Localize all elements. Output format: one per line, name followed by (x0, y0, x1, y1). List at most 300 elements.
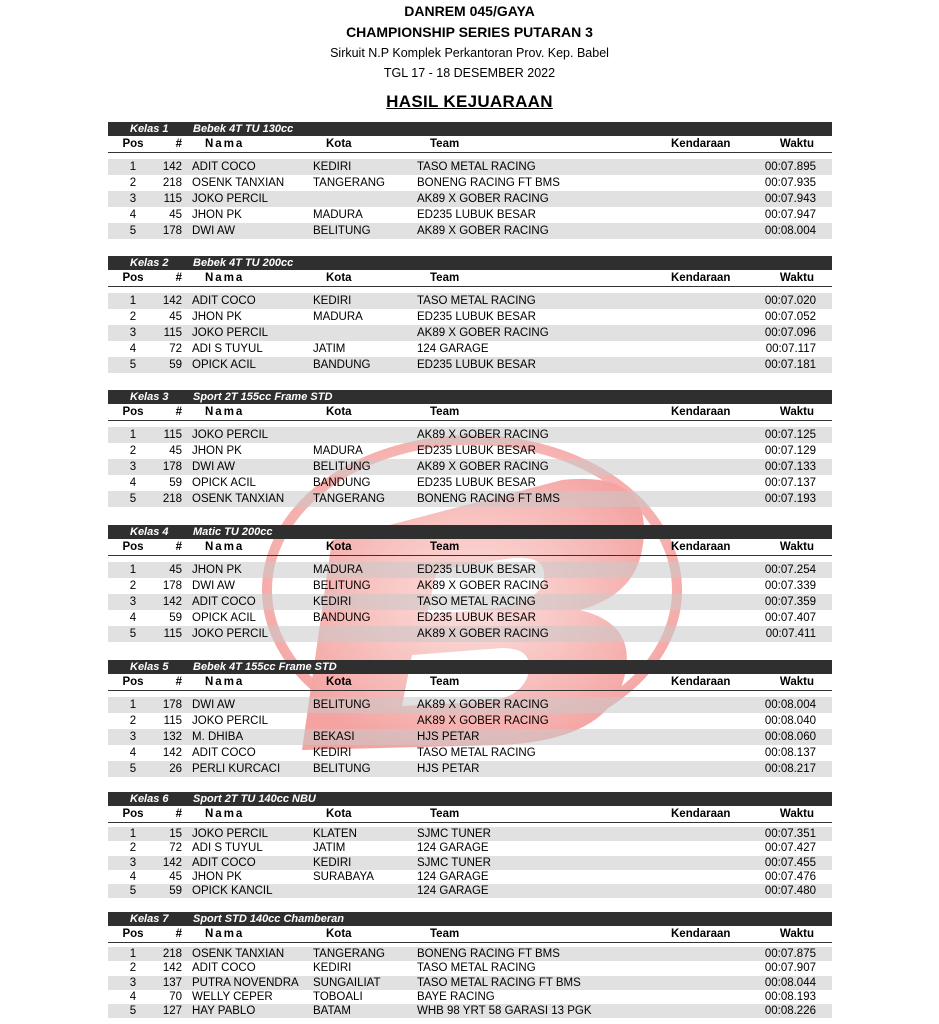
cell-waktu: 00:07.129 (764, 445, 816, 457)
column-header-row (108, 806, 832, 823)
class-number: Kelas 7 (130, 913, 169, 925)
cell-pos: 5 (129, 1005, 137, 1018)
cell-kota: SURABAYA (313, 870, 374, 883)
cell-num: 178 (162, 461, 182, 473)
class-header-bar (108, 525, 832, 539)
cell-pos: 2 (129, 177, 137, 189)
cell-nama: HAY PABLO (192, 1005, 256, 1018)
cell-nama: JOKO PERCIL (192, 327, 269, 339)
cell-pos: 4 (129, 612, 137, 624)
cell-pos: 1 (129, 828, 137, 840)
cell-num: 45 (169, 564, 182, 576)
column-header-nama: Nama (205, 138, 245, 150)
cell-kota: BELITUNG (313, 763, 371, 775)
cell-waktu: 00:07.052 (764, 311, 816, 323)
column-header-kendaraan: Kendaraan (671, 406, 731, 418)
column-header-pos: Pos (122, 676, 144, 688)
cell-num: 142 (162, 295, 182, 307)
cell-num: 59 (169, 885, 182, 898)
cell-num: 15 (169, 828, 182, 840)
table-row (108, 827, 832, 841)
results-list (108, 827, 832, 898)
table-row (108, 443, 832, 459)
column-header-waktu: Waktu (779, 676, 814, 688)
cell-kota: BANDUNG (313, 612, 371, 624)
column-header-row (108, 270, 832, 287)
cell-nama: JHON PK (192, 445, 242, 457)
cell-team: AK89 X GOBER RACING (417, 715, 549, 727)
table-row (108, 159, 832, 175)
cell-num: 45 (169, 311, 182, 323)
cell-kota: MADURA (313, 209, 363, 221)
table-row (108, 562, 832, 578)
cell-num: 59 (169, 612, 182, 624)
cell-pos: 1 (129, 161, 137, 173)
table-row (108, 309, 832, 325)
cell-pos: 5 (129, 493, 137, 505)
cell-pos: 3 (129, 731, 137, 743)
cell-team: HJS PETAR (417, 763, 480, 775)
cell-waktu: 00:07.480 (764, 885, 816, 898)
series-title: CHAMPIONSHIP SERIES PUTARAN 3 (346, 24, 593, 40)
table-row (108, 961, 832, 975)
cell-waktu: 00:07.125 (764, 429, 816, 441)
cell-num: 142 (162, 596, 182, 608)
cell-num: 59 (169, 359, 182, 371)
cell-waktu: 00:07.935 (764, 177, 816, 189)
table-row (108, 761, 832, 777)
cell-nama: OSENK TANXIAN (192, 177, 285, 189)
cell-nama: OPICK ACIL (192, 477, 256, 489)
table-row (108, 729, 832, 745)
cell-waktu: 00:07.411 (765, 628, 816, 640)
cell-kota: KEDIRI (313, 747, 352, 759)
cell-team: TASO METAL RACING (417, 962, 536, 975)
column-header-kota: Kota (326, 272, 352, 284)
cell-waktu: 00:08.004 (764, 225, 816, 237)
cell-pos: 3 (129, 461, 137, 473)
cell-nama: ADIT COCO (192, 856, 256, 869)
cell-nama: OPICK ACIL (192, 359, 256, 371)
table-row (108, 610, 832, 626)
cell-num: 142 (162, 747, 182, 759)
class-number: Kelas 2 (130, 257, 169, 269)
column-header-waktu: Waktu (779, 406, 814, 418)
table-row (108, 341, 832, 357)
cell-pos: 5 (129, 225, 137, 237)
results-list (108, 562, 832, 642)
cell-nama: JHON PK (192, 564, 242, 576)
cell-waktu: 00:07.407 (764, 612, 816, 624)
class-header-bar (108, 912, 832, 926)
column-header-row (108, 136, 832, 153)
cell-pos: 2 (129, 842, 137, 855)
column-header-row (108, 674, 832, 691)
results-list (108, 159, 832, 239)
cell-nama: ADIT COCO (192, 295, 256, 307)
class-header-bar (108, 390, 832, 404)
column-header-kendaraan: Kendaraan (671, 808, 731, 820)
cell-team: AK89 X GOBER RACING (417, 327, 549, 339)
venue-text: Sirkuit N.P Komplek Perkantoran Prov. Kep. Babel (330, 46, 609, 60)
cell-waktu: 00:08.044 (764, 976, 816, 989)
table-row (108, 870, 832, 884)
cell-kota: KEDIRI (313, 596, 352, 608)
cell-kota: KEDIRI (313, 856, 352, 869)
cell-num: 115 (163, 628, 182, 640)
cell-waktu: 00:07.117 (765, 343, 816, 355)
column-header-num: # (175, 541, 182, 553)
cell-kota: JATIM (313, 343, 346, 355)
cell-kota: KLATEN (313, 828, 357, 840)
cell-nama: ADIT COCO (192, 596, 256, 608)
table-row (108, 745, 832, 761)
cell-num: 178 (162, 699, 182, 711)
cell-team: HJS PETAR (417, 731, 480, 743)
class-header-bar (108, 792, 832, 806)
class-header-bar (108, 122, 832, 136)
class-number: Kelas 1 (130, 123, 169, 135)
cell-nama: JOKO PERCIL (192, 193, 269, 205)
table-row (108, 990, 832, 1004)
cell-waktu: 00:08.193 (764, 990, 816, 1003)
cell-team: AK89 X GOBER RACING (417, 461, 549, 473)
cell-team: AK89 X GOBER RACING (417, 699, 549, 711)
table-row (108, 976, 832, 990)
cell-num: 137 (162, 976, 182, 989)
cell-team: AK89 X GOBER RACING (417, 225, 549, 237)
column-header-row (108, 926, 832, 943)
cell-num: 127 (162, 1005, 182, 1018)
cell-team: 124 GARAGE (417, 870, 489, 883)
cell-nama: DWI AW (192, 225, 236, 237)
cell-team: TASO METAL RACING (417, 747, 536, 759)
cell-team: AK89 X GOBER RACING (417, 628, 549, 640)
cell-kota: MADURA (313, 564, 363, 576)
class-category: Sport 2T TU 140cc NBU (193, 793, 316, 805)
column-header-pos: Pos (122, 272, 144, 284)
cell-nama: M. DHIBA (192, 731, 244, 743)
table-row (108, 491, 832, 507)
cell-team: ED235 LUBUK BESAR (417, 477, 536, 489)
cell-pos: 2 (129, 580, 137, 592)
cell-team: BONENG RACING FT BMS (417, 177, 560, 189)
cell-pos: 4 (129, 747, 137, 759)
cell-nama: OPICK KANCIL (192, 885, 273, 898)
column-header-nama: Nama (205, 272, 245, 284)
cell-waktu: 00:07.907 (764, 962, 816, 975)
cell-waktu: 00:07.895 (764, 161, 816, 173)
cell-waktu: 00:07.359 (764, 596, 816, 608)
cell-waktu: 00:07.339 (764, 580, 816, 592)
cell-pos: 3 (129, 327, 137, 339)
table-row (108, 594, 832, 610)
cell-team: TASO METAL RACING (417, 161, 536, 173)
cell-team: ED235 LUBUK BESAR (417, 612, 536, 624)
cell-kota: MADURA (313, 311, 363, 323)
cell-nama: JOKO PERCIL (192, 429, 269, 441)
cell-pos: 5 (129, 763, 137, 775)
column-header-waktu: Waktu (779, 928, 814, 940)
table-row (108, 626, 832, 642)
cell-pos: 3 (129, 976, 137, 989)
cell-num: 26 (169, 763, 182, 775)
cell-team: AK89 X GOBER RACING (417, 193, 549, 205)
column-header-kota: Kota (326, 541, 352, 553)
column-header-team: Team (430, 808, 460, 820)
cell-num: 142 (162, 856, 182, 869)
cell-nama: OSENK TANXIAN (192, 948, 285, 960)
column-header-team: Team (430, 406, 460, 418)
event-title: DANREM 045/GAYA (404, 3, 535, 19)
cell-num: 72 (169, 343, 182, 355)
class-category: Bebek 4T 155cc Frame STD (193, 661, 337, 673)
cell-num: 178 (162, 225, 182, 237)
cell-pos: 4 (129, 870, 137, 883)
cell-team: AK89 X GOBER RACING (417, 580, 549, 592)
column-header-kota: Kota (326, 928, 352, 940)
cell-pos: 3 (129, 193, 137, 205)
cell-team: ED235 LUBUK BESAR (417, 359, 536, 371)
cell-nama: WELLY CEPER (192, 990, 273, 1003)
table-row (108, 947, 832, 961)
cell-nama: ADIT COCO (192, 747, 256, 759)
cell-nama: OSENK TANXIAN (192, 493, 285, 505)
column-header-num: # (175, 808, 182, 820)
cell-team: 124 GARAGE (417, 885, 489, 898)
class-header-bar (108, 256, 832, 270)
cell-pos: 1 (129, 699, 137, 711)
cell-nama: DWI AW (192, 699, 236, 711)
cell-team: ED235 LUBUK BESAR (417, 209, 536, 221)
cell-pos: 4 (129, 209, 137, 221)
cell-nama: JHON PK (192, 870, 242, 883)
table-row (108, 713, 832, 729)
cell-team: BONENG RACING FT BMS (417, 948, 560, 960)
cell-pos: 2 (129, 311, 137, 323)
cell-pos: 2 (129, 715, 137, 727)
cell-num: 72 (169, 842, 182, 855)
cell-team: TASO METAL RACING (417, 295, 536, 307)
cell-kota: KEDIRI (313, 962, 352, 975)
cell-kota: KEDIRI (313, 295, 352, 307)
column-header-nama: Nama (205, 676, 245, 688)
class-category: Bebek 4T TU 200cc (193, 257, 294, 269)
cell-waktu: 00:08.137 (764, 747, 816, 759)
cell-team: WHB 98 YRT 58 GARASI 13 PGK (417, 1005, 592, 1018)
cell-nama: OPICK ACIL (192, 612, 256, 624)
cell-nama: DWI AW (192, 461, 236, 473)
cell-kota: JATIM (313, 842, 346, 855)
cell-num: 142 (162, 962, 182, 975)
column-header-kota: Kota (326, 406, 352, 418)
cell-waktu: 00:07.137 (764, 477, 816, 489)
table-row (108, 459, 832, 475)
results-list (108, 427, 832, 507)
class-category: Matic TU 200cc (193, 526, 273, 538)
table-row (108, 427, 832, 443)
cell-num: 218 (162, 177, 182, 189)
cell-nama: JOKO PERCIL (192, 828, 269, 840)
column-header-num: # (175, 138, 182, 150)
column-header-waktu: Waktu (779, 272, 814, 284)
cell-waktu: 00:07.476 (764, 870, 816, 883)
column-header-kendaraan: Kendaraan (671, 541, 731, 553)
cell-waktu: 00:07.181 (764, 359, 816, 371)
cell-nama: PUTRA NOVENDRA (192, 976, 299, 989)
cell-kota: BANDUNG (313, 477, 371, 489)
table-row (108, 207, 832, 223)
cell-kota: BELITUNG (313, 699, 371, 711)
cell-num: 115 (163, 327, 182, 339)
cell-nama: JOKO PERCIL (192, 715, 269, 727)
cell-kota: BELITUNG (313, 580, 371, 592)
column-header-pos: Pos (122, 928, 144, 940)
cell-kota: BEKASI (313, 731, 355, 743)
column-header-nama: Nama (205, 928, 245, 940)
cell-waktu: 00:07.947 (764, 209, 816, 221)
table-row (108, 223, 832, 239)
cell-kota: TOBOALI (313, 990, 363, 1003)
cell-waktu: 00:08.040 (764, 715, 816, 727)
cell-waktu: 00:08.217 (764, 763, 816, 775)
table-row (108, 578, 832, 594)
column-header-num: # (175, 406, 182, 418)
cell-pos: 1 (129, 295, 137, 307)
cell-num: 45 (169, 209, 182, 221)
column-header-pos: Pos (122, 541, 144, 553)
cell-num: 115 (163, 715, 182, 727)
cell-waktu: 00:08.004 (764, 699, 816, 711)
cell-waktu: 00:07.351 (764, 828, 816, 840)
results-list (108, 697, 832, 777)
cell-waktu: 00:08.060 (764, 731, 816, 743)
cell-nama: ADIT COCO (192, 161, 256, 173)
cell-nama: ADI S TUYUL (192, 842, 263, 855)
cell-waktu: 00:07.943 (764, 193, 816, 205)
column-header-kota: Kota (326, 138, 352, 150)
cell-kota: MADURA (313, 445, 363, 457)
cell-team: 124 GARAGE (417, 343, 489, 355)
table-row (108, 884, 832, 898)
cell-kota: BATAM (313, 1005, 351, 1018)
cell-num: 115 (163, 429, 182, 441)
cell-team: AK89 X GOBER RACING (417, 429, 549, 441)
column-header-kendaraan: Kendaraan (671, 928, 731, 940)
class-category: Bebek 4T TU 130cc (193, 123, 294, 135)
table-row (108, 293, 832, 309)
class-category: Sport STD 140cc Chamberan (193, 913, 344, 925)
column-header-waktu: Waktu (779, 138, 814, 150)
cell-team: SJMC TUNER (417, 856, 491, 869)
cell-team: SJMC TUNER (417, 828, 491, 840)
column-header-nama: Nama (205, 808, 245, 820)
cell-waktu: 00:07.096 (764, 327, 816, 339)
column-header-kota: Kota (326, 808, 352, 820)
cell-team: ED235 LUBUK BESAR (417, 311, 536, 323)
column-header-num: # (175, 676, 182, 688)
column-header-num: # (175, 272, 182, 284)
cell-team: ED235 LUBUK BESAR (417, 445, 536, 457)
table-row (108, 841, 832, 855)
column-header-team: Team (430, 676, 460, 688)
cell-waktu: 00:07.875 (764, 948, 816, 960)
cell-nama: JOKO PERCIL (192, 628, 269, 640)
cell-num: 115 (163, 193, 182, 205)
cell-num: 70 (169, 990, 182, 1003)
class-number: Kelas 3 (130, 391, 169, 403)
cell-pos: 4 (129, 990, 137, 1003)
cell-team: 124 GARAGE (417, 842, 489, 855)
cell-num: 45 (169, 870, 182, 883)
column-header-team: Team (430, 928, 460, 940)
column-header-kota: Kota (326, 676, 352, 688)
class-number: Kelas 5 (130, 661, 169, 673)
column-header-pos: Pos (122, 138, 144, 150)
column-header-row (108, 539, 832, 556)
cell-pos: 5 (129, 628, 137, 640)
column-header-kendaraan: Kendaraan (671, 138, 731, 150)
class-category: Sport 2T 155cc Frame STD (193, 391, 333, 403)
cell-pos: 5 (129, 885, 137, 898)
cell-pos: 3 (129, 856, 137, 869)
cell-kota: BELITUNG (313, 225, 371, 237)
cell-waktu: 00:07.020 (764, 295, 816, 307)
cell-kota: BANDUNG (313, 359, 371, 371)
table-row (108, 475, 832, 491)
class-number: Kelas 6 (130, 793, 169, 805)
cell-pos: 5 (129, 359, 137, 371)
table-row (108, 191, 832, 207)
table-row (108, 175, 832, 191)
cell-pos: 3 (129, 596, 137, 608)
cell-kota: TANGERANG (313, 493, 385, 505)
column-header-team: Team (430, 272, 460, 284)
cell-pos: 4 (129, 477, 137, 489)
cell-kota: BELITUNG (313, 461, 371, 473)
cell-waktu: 00:07.193 (764, 493, 816, 505)
class-header-bar (108, 660, 832, 674)
cell-team: BAYE RACING (417, 990, 495, 1003)
column-header-waktu: Waktu (779, 541, 814, 553)
results-list (108, 293, 832, 373)
cell-num: 142 (162, 161, 182, 173)
class-number: Kelas 4 (130, 526, 169, 538)
column-header-kendaraan: Kendaraan (671, 676, 731, 688)
cell-num: 218 (162, 493, 182, 505)
column-header-nama: Nama (205, 541, 245, 553)
cell-waktu: 00:07.427 (764, 842, 816, 855)
cell-num: 178 (162, 580, 182, 592)
cell-team: TASO METAL RACING FT BMS (417, 976, 581, 989)
cell-waktu: 00:07.455 (764, 856, 816, 869)
table-row (108, 1004, 832, 1018)
column-header-pos: Pos (122, 808, 144, 820)
cell-nama: JHON PK (192, 311, 242, 323)
date-text: TGL 17 - 18 DESEMBER 2022 (383, 66, 556, 80)
cell-waktu: 00:07.254 (764, 564, 816, 576)
column-header-row (108, 404, 832, 421)
cell-pos: 2 (129, 962, 137, 975)
column-header-team: Team (430, 138, 460, 150)
column-header-nama: Nama (205, 406, 245, 418)
cell-waktu: 00:07.133 (764, 461, 816, 473)
cell-team: BONENG RACING FT BMS (417, 493, 560, 505)
cell-nama: ADI S TUYUL (192, 343, 263, 355)
cell-pos: 1 (129, 564, 137, 576)
cell-nama: ADIT COCO (192, 962, 256, 975)
cell-team: ED235 LUBUK BESAR (417, 564, 536, 576)
